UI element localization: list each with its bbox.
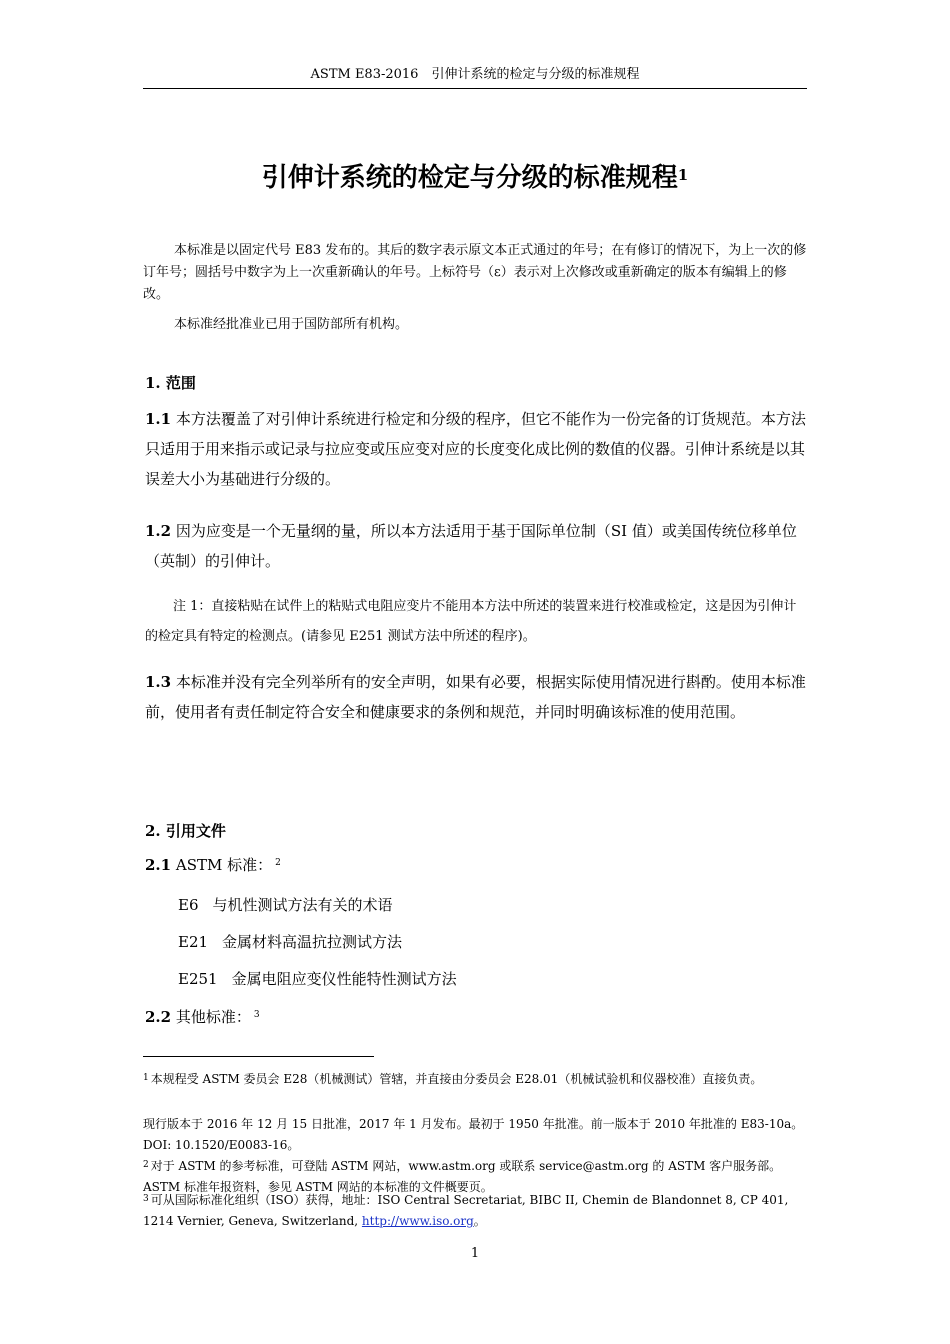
- reference-code: E251: [178, 970, 218, 988]
- reference-code: E6: [178, 896, 199, 914]
- clause-text: 本标准并没有完全列举所有的安全声明，如果有必要，根据实际使用情况进行斟酌。使用本标准前，使用者有责任制定符合安全和健康要求的条例和规范，并同时明确该标准的使用范围。: [145, 673, 806, 721]
- footnote-ref: 3: [253, 1010, 260, 1020]
- intro-approval-note: 本标准经批准业已用于国防部所有机构。: [174, 317, 409, 332]
- clause-1-3: [145, 667, 807, 727]
- reference-item: [178, 968, 457, 990]
- footnote-ref: 2: [275, 858, 281, 868]
- reference-code: E21: [178, 933, 209, 951]
- iso-website-link[interactable]: http://www.iso.org: [361, 1214, 474, 1228]
- clause-2-1: [145, 853, 807, 877]
- reference-title: 金属电阻应变仪性能特性测试方法: [231, 970, 457, 988]
- clause-2-2: [145, 1005, 807, 1029]
- clause-text: 本方法覆盖了对引伸计系统进行检定和分级的程序，但它不能作为一份完备的订货规范。本方法只适用于用来指示或记录与拉应变或压应变对应的长度变化成比例的数值的仪器。引伸计系统是以其误差大小为基础进行分级的。: [145, 410, 806, 488]
- clause-number: 2.2: [145, 1008, 172, 1026]
- section-2-heading: 2. 引用文件: [145, 822, 226, 840]
- reference-title: 金属材料高温抗拉测试方法: [222, 933, 403, 951]
- footnote-divider: [143, 1056, 374, 1057]
- clause-number: 1.3: [145, 673, 172, 691]
- clause-1-2: [145, 516, 807, 576]
- reference-item: [178, 894, 393, 916]
- clause-text: 因为应变是一个无量纲的量，所以本方法适用于基于国际单位制（SI 值）或美国传统位移单位（英制）的引伸计。: [145, 522, 797, 570]
- clause-number: 2.1: [145, 856, 172, 874]
- document-title: [143, 160, 807, 196]
- clause-number: 1.1: [145, 410, 172, 428]
- footnote-mark: 2: [143, 1160, 149, 1170]
- footnote-end: 。: [473, 1214, 486, 1228]
- footnote-mark: 1: [143, 1073, 149, 1083]
- footnote-1: [143, 1069, 807, 1090]
- title-footnote-mark: 1: [677, 166, 689, 184]
- footnote-1-history: 现行版本于 2016 年 12 月 15 日批准，2017 年 1 月发布。最初于 1950 年批准。前一版本于 2010 年批准的 E83-10a。DOI: 10.1520/E0083-16。: [143, 1117, 804, 1152]
- clause-text: ASTM 标准：: [171, 856, 273, 874]
- intro-paragraph: 本标准是以固定代号 E83 发布的。其后的数字表示原文本正式通过的年号；在有修订的情况下，为上一次的修订年号；圆括号中数字为上一次重新确认的年号。上标符号（ε）表示对上次修改或重新确定的版本有编辑上的修改。: [143, 243, 807, 302]
- footnote-3: [143, 1190, 807, 1232]
- footnote-text: 可从国际标准化组织（ISO）获得，地址：ISO Central Secretariat, BIBC II, Chemin de Blandonnet 8, CP 401, 1214 Vernier, Geneva, Switzerland,: [143, 1193, 789, 1228]
- footnote-text: 对于 ASTM 的参考标准，可登陆 ASTM 网站，www.astm.org 或联系 service@astm.org 的 ASTM 客户服务部。ASTM 标准年报资料，参见 ASTM 网站的本标准的文件概要页。: [143, 1159, 782, 1194]
- reference-item: [178, 931, 402, 953]
- note-1: 注 1：直接粘贴在试件上的粘贴式电阻应变片不能用本方法中所述的装置来进行校准或检定，这是因为引伸计的检定具有特定的检测点。(请参见 E251 测试方法中所述的程序)。: [145, 599, 797, 644]
- running-header: ASTM E83-2016 引伸计系统的检定与分级的标准规程: [310, 67, 640, 82]
- clause-1-1: [145, 404, 807, 494]
- footnote-mark: 3: [143, 1194, 149, 1204]
- clause-text: 其他标准：: [171, 1008, 251, 1026]
- section-1-heading: 1. 范围: [145, 374, 196, 392]
- reference-title: 与机性测试方法有关的术语: [212, 896, 393, 914]
- page-number: 1: [470, 1246, 480, 1261]
- header-divider: [143, 88, 807, 89]
- title-text: 引伸计系统的检定与分级的标准规程: [261, 163, 678, 193]
- clause-number: 1.2: [145, 522, 172, 540]
- footnote-text: 本规程受 ASTM 委员会 E28（机械测试）管辖，并直接由分委员会 E28.01（机械试验机和仪器校准）直接负责。: [150, 1072, 763, 1086]
